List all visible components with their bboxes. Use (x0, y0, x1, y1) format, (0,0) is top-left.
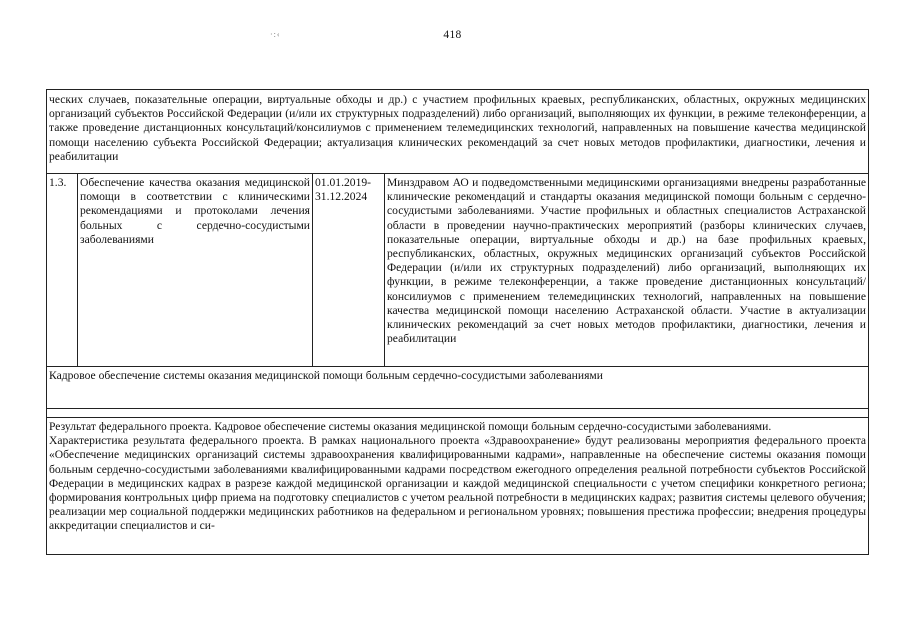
item-name-cell (78, 174, 313, 367)
section-row (47, 367, 869, 409)
stray-mark: ·:‹ (270, 30, 281, 39)
item-name: Обеспечение качества оказания медицинской помощи в соответствии с клиническими рекомендациями и протоколами лечения больных с сердечно-сосудистыми заболеваниями (80, 176, 310, 246)
item-number-cell (47, 174, 78, 367)
item-date-start: 01.01.2019- (315, 176, 372, 189)
section-title: Кадровое обеспечение системы оказания медицинской помощи больным сердечно-сосудистыми заболеваниями (49, 369, 603, 382)
continuation-row (47, 90, 869, 174)
item-result: Минздравом АО и подведомственными медицинскими организациями внедрены разработанные клинические рекомендаций и стандарты оказания медицинской помощи больным с сердечно-сосудистыми заболеваниями. Участие профильных и областных специалистов Астраханской области в проведении научно-практических мероприятий (разборы клинических случаев, показательные операции, виртуальные обходы и др.) на базе профильных краевых, республиканских, областных, окружных медицинских организаций субъектов Российской Федерации (и/или их структурных подразделений) либо организаций, выполняющих их функции, в режиме телеконференции, а также проведение дистанционных консультаций/консилиумов с применением телемедицинских технологий, направленных на повышение качества медицинской помощи населению Астраханской области. Участие в актуализации клинических рекомендаций за счет новых методов профилактики, диагностики, лечения и реабилитации (387, 176, 866, 346)
continuation-text: ческих случаев, показательные операции, виртуальные обходы и др.) с участием профильных краевых, республиканских, областных, окружных медицинских организаций субъектов Российской Федерации (и/или их структурных подразделений) либо организаций, выполняющих их функции, в режиме телеконференции, а также проведение дистанционных консультаций/консилиумов с применением телемедицинских технологий, направленных на повышение качества медицинской помощи населению субъекта Российской Федерации; актуализация клинических рекомендаций за счет новых методов профилактики, диагностики, лечения и реабилитации (49, 93, 866, 163)
federal-result-row (47, 418, 869, 555)
continuation-cell (47, 90, 869, 174)
federal-characteristic: Характеристика результата федерального проекта. В рамках национального проекта «Здравоохранение» будут реализованы мероприятия федерального проекта «Обеспечение медицинских организаций системы здравоохранения квалифицированными кадрами», направленные на обеспечение системы оказания помощи больным сердечно-сосудистыми заболеваниями квалифицированными кадрами посредством ежегодного определения реальной потребности субъектов Российской Федерации в медицинских кадрах в разрезе каждой медицинской организации и каждой медицинской специальности с учетом специфики конкретного региона; формирования контрольных цифр приема на подготовку специалистов с учетом реальной потребности в медицинских кадрах; развития системы целевого обучения; реализации мер социальной поддержки медицинских работников на федеральном и региональном уровнях; повышения престижа профессии; внедрения процедуры аккредитации специалистов и си- (49, 434, 866, 533)
federal-result-cell (47, 418, 869, 555)
item-date-end: 31.12.2024 (315, 190, 368, 204)
section-cell (47, 367, 869, 409)
page-number: 418 (443, 29, 462, 41)
item-date-cell (313, 174, 385, 367)
spacer-row (47, 409, 869, 418)
federal-result: Результат федерального проекта. Кадровое обеспечение системы оказания медицинской помощи больным сердечно-сосудистыми заболеваниями. (49, 420, 772, 433)
item-result-cell (385, 174, 869, 367)
item-number: 1.3. (49, 176, 67, 189)
document-table (46, 89, 869, 555)
table-row (47, 174, 869, 367)
spacer-cell (47, 409, 869, 418)
